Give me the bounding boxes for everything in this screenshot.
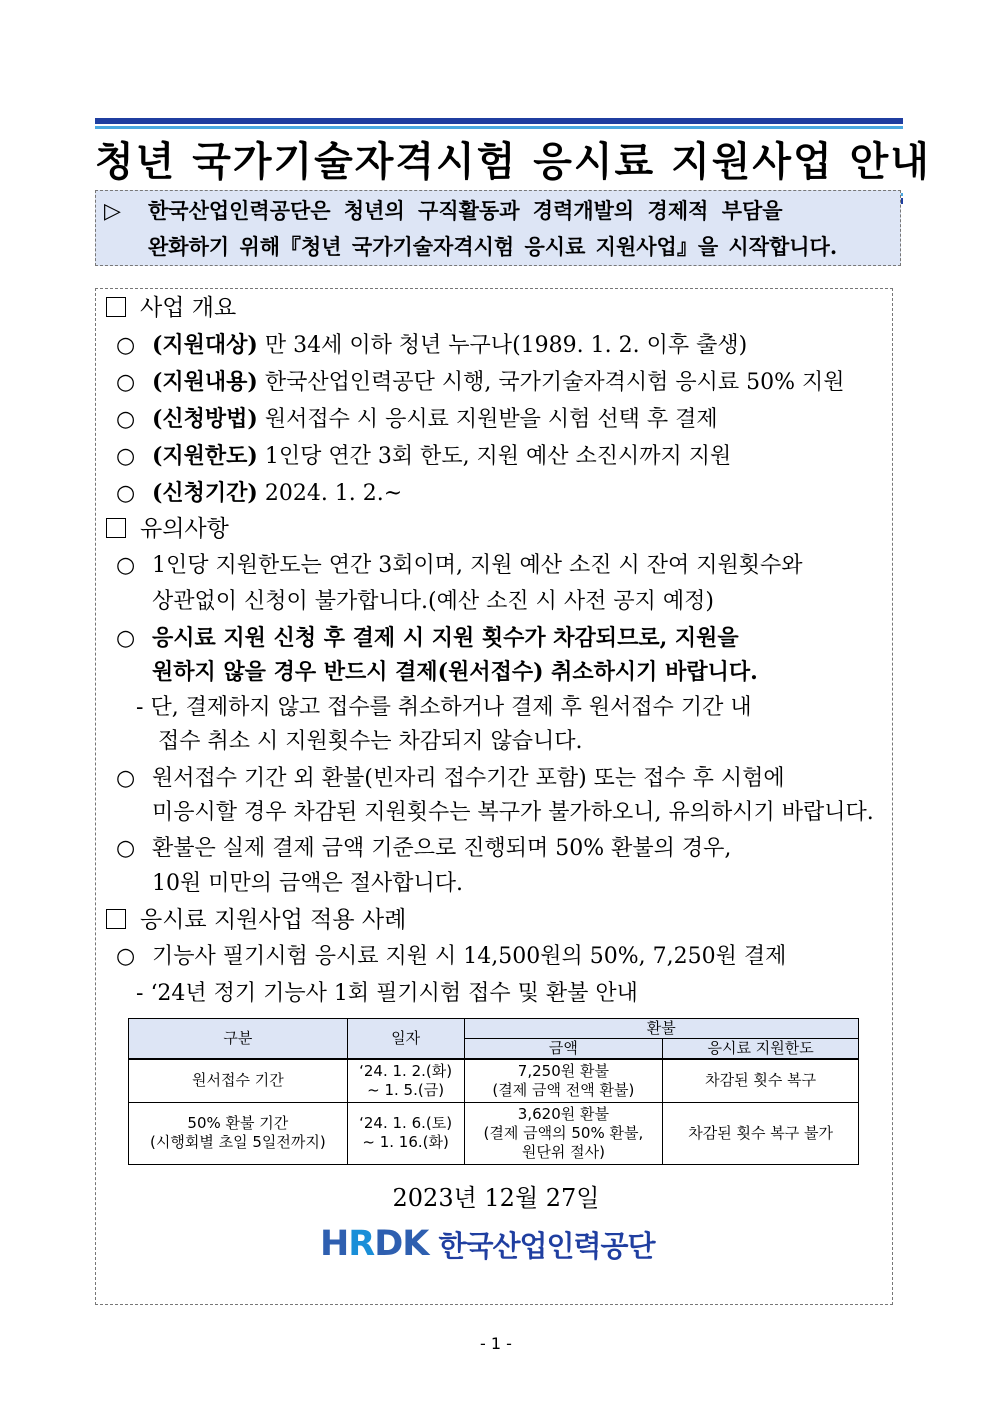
list-item: ○ (신청기간) 2024. 1. 2.~ bbox=[116, 476, 402, 511]
circle-bullet-icon: ○ bbox=[116, 333, 136, 358]
dash-bullet: - bbox=[136, 981, 151, 1006]
section-heading-notes: 유의사항 bbox=[106, 512, 229, 546]
circle-bullet-icon: ○ bbox=[116, 553, 136, 578]
list-item: ○ (신청방법) 원서접수 시 응시료 지원받을 시험 선택 후 결제 bbox=[116, 402, 718, 437]
cell-category: 50% 환불 기간 (시행회별 초일 5일전까지) bbox=[129, 1102, 348, 1164]
list-item: ○ 기능사 필기시험 응시료 지원 시 14,500원의 50%, 7,250원 결제 bbox=[116, 940, 786, 974]
list-item: ○ 1인당 지원한도는 연간 3회이며, 지원 예산 소진 시 잔여 지원횟수와 bbox=[116, 549, 802, 583]
header-amount: 금액 bbox=[464, 1039, 663, 1060]
circle-bullet-icon: ○ bbox=[116, 370, 136, 395]
table-row bbox=[129, 1102, 859, 1164]
list-item-continuation: 원하지 않을 경우 반드시 결제(원서접수) 취소하시기 바랍니다. bbox=[152, 659, 758, 685]
cell-amount: 3,620원 환불 (결제 금액의 50% 환불, 원단위 절사) bbox=[464, 1102, 663, 1164]
document-date: 2023년 12월 27일 bbox=[392, 1184, 600, 1212]
circle-bullet-icon: ○ bbox=[116, 481, 136, 506]
page-title: 청년 국가기술자격시험 응시료 지원사업 안내 bbox=[95, 139, 931, 185]
cell-date: ‘24. 1. 6.(토) ~ 1. 16.(화) bbox=[347, 1102, 464, 1164]
sub-item: - 단, 결제하지 않고 접수를 취소하거나 결제 후 원서접수 기간 내 bbox=[136, 695, 752, 720]
cell-category: 원서접수 기간 bbox=[129, 1059, 348, 1102]
dash-bullet: - bbox=[136, 695, 151, 720]
intro-line-2: 완화하기 위해『청년 국가기술자격시험 응시료 지원사업』을 시작합니다. bbox=[148, 234, 838, 259]
circle-bullet-icon: ○ bbox=[116, 944, 136, 969]
intro-line-1: 한국산업인력공단은 청년의 구직활동과 경력개발의 경제적 부담을 bbox=[148, 198, 783, 223]
cell-date: ‘24. 1. 2.(화) ~ 1. 5.(금) bbox=[347, 1059, 464, 1102]
refund-table bbox=[128, 1018, 859, 1165]
list-item: ○ 원서접수 기간 외 환불(빈자리 접수기간 포함) 또는 접수 후 시험에 bbox=[116, 762, 785, 796]
list-item-emphasis: ○ 응시료 지원 신청 후 결제 시 지원 횟수가 차감되므로, 지원을 bbox=[116, 621, 739, 655]
sub-item-continuation: 접수 취소 시 지원횟수는 차감되지 않습니다. bbox=[158, 729, 583, 754]
list-item: ○ (지원내용) 한국산업인력공단 시행, 국가기술자격시험 응시료 50% 지원 bbox=[116, 365, 844, 400]
header-date: 일자 bbox=[347, 1019, 464, 1060]
circle-bullet-icon: ○ bbox=[116, 444, 136, 469]
section-heading-overview: 사업 개요 bbox=[106, 291, 236, 325]
intro-box bbox=[95, 190, 901, 266]
list-item-continuation: 미응시할 경우 차감된 지원횟수는 복구가 불가하오니, 유의하시기 바랍니다. bbox=[152, 800, 874, 825]
cell-limit: 차감된 횟수 복구 bbox=[663, 1059, 859, 1102]
title-top-rule bbox=[95, 118, 903, 124]
square-bullet-icon bbox=[106, 297, 126, 317]
circle-bullet-icon: ○ bbox=[116, 766, 136, 791]
square-bullet-icon bbox=[106, 909, 126, 929]
header-refund: 환불 bbox=[464, 1019, 858, 1039]
hrdk-logo bbox=[320, 1222, 655, 1266]
list-item: ○ (지원한도) 1인당 연간 3회 한도, 지원 예산 소진시까지 지원 bbox=[116, 439, 731, 474]
organization-name: 한국산업인력공단 bbox=[438, 1228, 655, 1263]
circle-bullet-icon: ○ bbox=[116, 407, 136, 432]
triangle-bullet-icon: ▷ bbox=[104, 198, 121, 224]
page-number: - 1 - bbox=[480, 1334, 512, 1353]
section-heading-example: 응시료 지원사업 적용 사례 bbox=[106, 903, 406, 937]
list-item: ○ (지원대상) 만 34세 이하 청년 누구나(1989. 1. 2. 이후 출생) bbox=[116, 328, 747, 363]
circle-bullet-icon: ○ bbox=[116, 625, 136, 651]
header-category: 구분 bbox=[129, 1019, 348, 1060]
hrdk-mark: HRDK bbox=[320, 1224, 429, 1264]
list-item-continuation: 상관없이 신청이 불가합니다.(예산 소진 시 사전 공지 예정) bbox=[152, 589, 714, 614]
cell-limit: 차감된 횟수 복구 불가 bbox=[663, 1102, 859, 1164]
square-bullet-icon bbox=[106, 518, 126, 538]
table-row bbox=[129, 1059, 859, 1102]
sub-item: - ‘24년 정기 기능사 1회 필기시험 접수 및 환불 안내 bbox=[136, 981, 638, 1006]
circle-bullet-icon: ○ bbox=[116, 836, 136, 861]
list-item: ○ 환불은 실제 결제 금액 기준으로 진행되며 50% 환불의 경우, bbox=[116, 832, 731, 866]
cell-amount: 7,250원 환불 (결제 금액 전액 환불) bbox=[464, 1059, 663, 1102]
list-item-continuation: 10원 미만의 금액은 절사합니다. bbox=[152, 871, 463, 896]
header-limit: 응시료 지원한도 bbox=[663, 1039, 859, 1060]
